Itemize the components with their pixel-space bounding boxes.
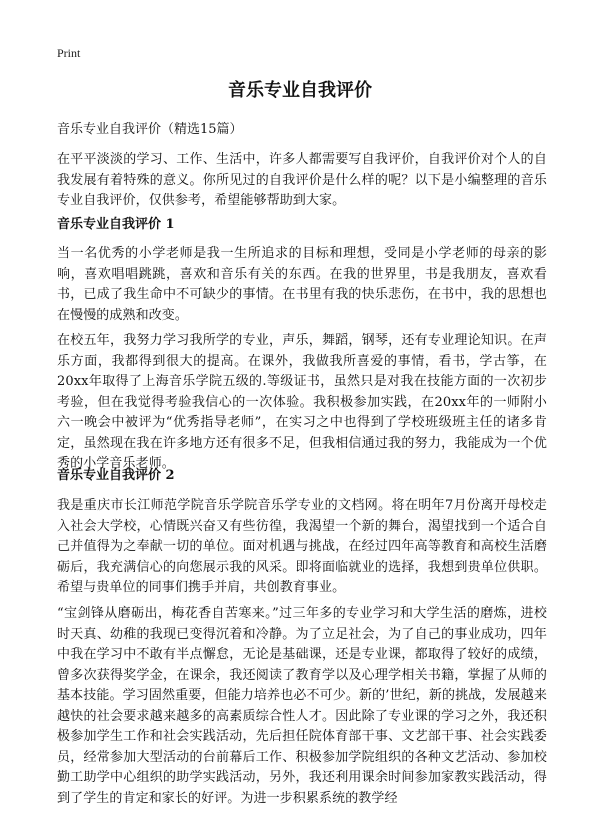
section-1-paragraph-1: 当一名优秀的小学老师是我一生所追求的目标和理想，受同是小学老师的母亲的影响，喜欢唱唱跳跳，喜欢和音乐有关的东西。在我的世界里，书是我朋友，喜欢看书，已成了我生命中不可缺少的事情。在书里有我的快乐悲伤，在书中，我的思想也在慢慢的成熟和改变。 <box>57 246 547 323</box>
intro-paragraph: 在平平淡淡的学习、工作、生活中，许多人都需要写自我评价，自我评价对个人的自我发展有着特殊的意义。你所见过的自我评价是什么样的呢？以下是小编整理的音乐专业自我评价，仅供参考，希望能够帮助到大家。 <box>57 152 547 208</box>
document-subtitle: 音乐专业自我评价（精选15篇） <box>57 122 243 137</box>
section-heading-1: 音乐专业自我评价 1 <box>57 217 175 232</box>
section-2-paragraph-2: “宝剑锋从磨砺出，梅花香自苦寒来。”过三年多的专业学习和大学生活的磨炼，进校时天真、幼稚的我现已变得沉着和冷静。为了立足社会，为了自己的事业成功，四年中我在学习中不敢有半点懈怠，无论是基础课，还是专业课，都取得了较好的成绩，曾多次获得奖学金，在课余，我还阅读了教育学以及心理学相关书籍，掌握了从师的基本技能。学习固然重要，但能力培养也必不可少。新的’世纪，新的挑战，发展越来越快的社会要求越来越多的高素质综合性人才。因此除了专业课的学习之外，我还积极参加学生工作和社会实践活动，先后担任院体育部干事、文艺部干事、社会实践委员，经常参加大型活动的台前幕后工作、积极参加学院组织的各种文艺活动、参加校勤工助学中心组织的助学实践活动，另外，我还利用课余时间参加家教实践活动，得到了学生的肯定和家长的好评。为进一步积累系统的教学经 <box>57 606 547 806</box>
section-2-paragraph-1: 我是重庆市长江师范学院音乐学院音乐学专业的文档网。将在明年7月份离开母校走入社会大学校，心情既兴奋又有些彷徨，我渴望一个新的舞台，渴望找到一个适合自己并值得为之奉献一切的单位。面对机遇与挑战，在经过四年高等教育和高校生活磨砺后，我充满信心的向您展示我的风采。即将面临就业的选择，我想到贵单位供职。希望与贵单位的同事们携手并肩，共创教育事业。 <box>57 498 547 595</box>
section-heading-2: 音乐专业自我评价 2 <box>57 468 175 483</box>
section-1-paragraph-2: 在校五年，我努力学习我所学的专业，声乐，舞蹈，钢琴，还有专业理论知识。在声乐方面，我都得到很大的提高。在课外，我做我所喜爱的事情，看书，学古筝，在20xx年取得了上海音乐学院五级的.等级证书，虽然只是对我在技能方面的一次初步考验，但在我觉得考验我信心的一次体验。我积极参加实践，在20xx年的一师附小六一晚会中被评为“优秀指导老师”，在实习之中也得到了学校班级班主任的诸多肯定，虽然现在我在许多地方还有很多不足，但我相信通过我的努力，我能成为一个优秀的小学音乐老师。 <box>57 333 547 471</box>
print-link[interactable]: Print <box>57 46 81 60</box>
page-title: 音乐专业自我评价 <box>228 80 372 101</box>
